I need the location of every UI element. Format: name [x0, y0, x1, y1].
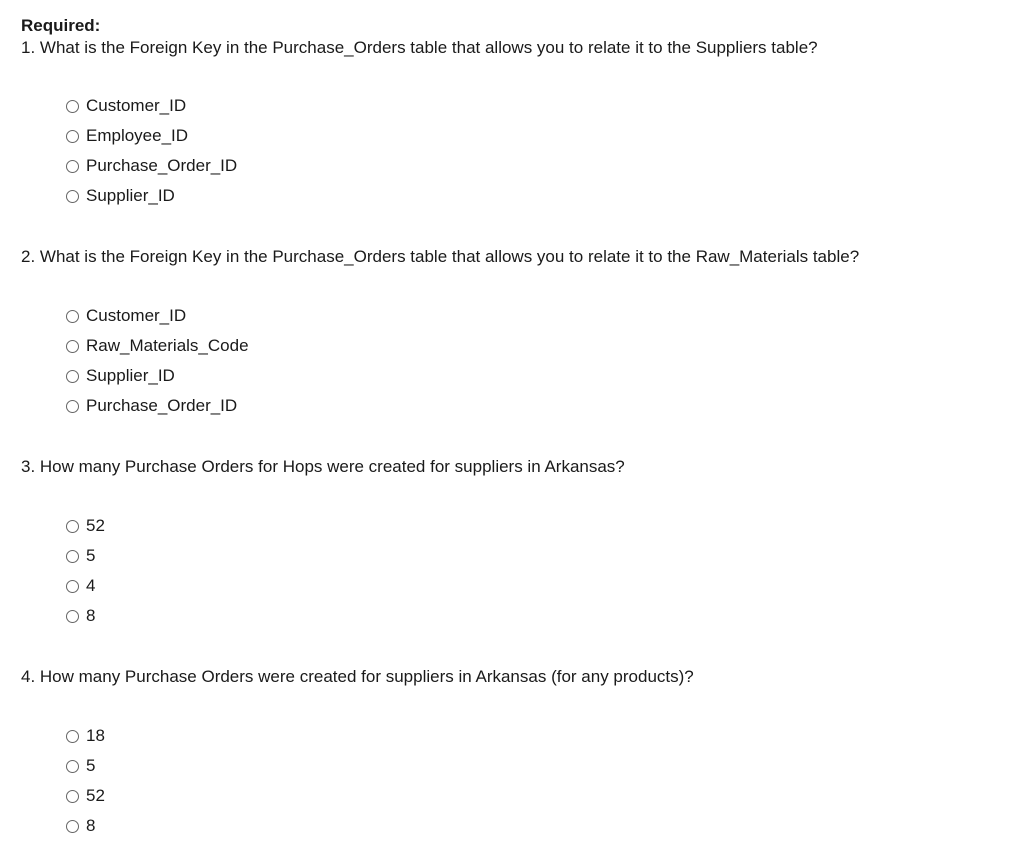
question-1-option-4[interactable]: [66, 181, 237, 211]
radio-button-icon[interactable]: [66, 340, 79, 353]
option-label: Purchase_Order_ID: [86, 156, 238, 175]
option-label: Raw_Materials_Code: [86, 336, 249, 355]
question-1-options: [66, 91, 237, 211]
question-3-option-1[interactable]: [66, 511, 105, 541]
radio-button-icon[interactable]: [66, 760, 79, 773]
option-label: Supplier_ID: [86, 366, 175, 385]
radio-button-icon[interactable]: [66, 100, 79, 113]
option-label: Supplier_ID: [86, 186, 175, 205]
radio-button-icon[interactable]: [66, 820, 79, 833]
question-4-options: [66, 721, 105, 841]
question-4-option-3[interactable]: [66, 781, 105, 811]
question-3-option-2[interactable]: [66, 541, 105, 571]
question-3-option-4[interactable]: [66, 601, 105, 631]
question-3-text: 3. How many Purchase Orders for Hops were created for suppliers in Arkansas?: [21, 457, 625, 476]
radio-button-icon[interactable]: [66, 550, 79, 563]
question-3-options: [66, 511, 105, 631]
question-2-option-2[interactable]: [66, 331, 249, 361]
question-2-option-4[interactable]: [66, 391, 249, 421]
question-1-option-1[interactable]: [66, 91, 237, 121]
option-label: 4: [86, 576, 96, 595]
option-label: 5: [86, 546, 96, 565]
question-3-option-3[interactable]: [66, 571, 105, 601]
option-label: 18: [86, 726, 105, 745]
option-label: 52: [86, 516, 105, 535]
option-label: Employee_ID: [86, 126, 189, 145]
option-label: Customer_ID: [86, 306, 187, 325]
question-4-text: 4. How many Purchase Orders were created for suppliers in Arkansas (for any products)?: [21, 667, 694, 686]
question-4-option-4[interactable]: [66, 811, 105, 841]
option-label: 8: [86, 606, 96, 625]
option-label: Purchase_Order_ID: [86, 396, 238, 415]
question-2-option-1[interactable]: [66, 301, 249, 331]
question-2-option-3[interactable]: [66, 361, 249, 391]
radio-button-icon[interactable]: [66, 370, 79, 383]
option-label: Customer_ID: [86, 96, 187, 115]
required-heading: Required:: [21, 16, 101, 35]
option-label: 5: [86, 756, 96, 775]
radio-button-icon[interactable]: [66, 520, 79, 533]
radio-button-icon[interactable]: [66, 730, 79, 743]
radio-button-icon[interactable]: [66, 790, 79, 803]
radio-button-icon[interactable]: [66, 160, 79, 173]
radio-button-icon[interactable]: [66, 310, 79, 323]
question-1-option-2[interactable]: [66, 121, 237, 151]
radio-button-icon[interactable]: [66, 130, 79, 143]
question-2-options: [66, 301, 249, 421]
radio-button-icon[interactable]: [66, 400, 79, 413]
radio-button-icon[interactable]: [66, 610, 79, 623]
radio-button-icon[interactable]: [66, 190, 79, 203]
question-4-option-2[interactable]: [66, 751, 105, 781]
question-1-option-3[interactable]: [66, 151, 237, 181]
question-4-option-1[interactable]: [66, 721, 105, 751]
option-label: 52: [86, 786, 105, 805]
question-1-text: 1. What is the Foreign Key in the Purchase_Orders table that allows you to relate it to the Suppliers table?: [21, 38, 818, 57]
question-2-text: 2. What is the Foreign Key in the Purchase_Orders table that allows you to relate it to the Raw_Materials table?: [21, 247, 860, 266]
option-label: 8: [86, 816, 96, 835]
radio-button-icon[interactable]: [66, 580, 79, 593]
